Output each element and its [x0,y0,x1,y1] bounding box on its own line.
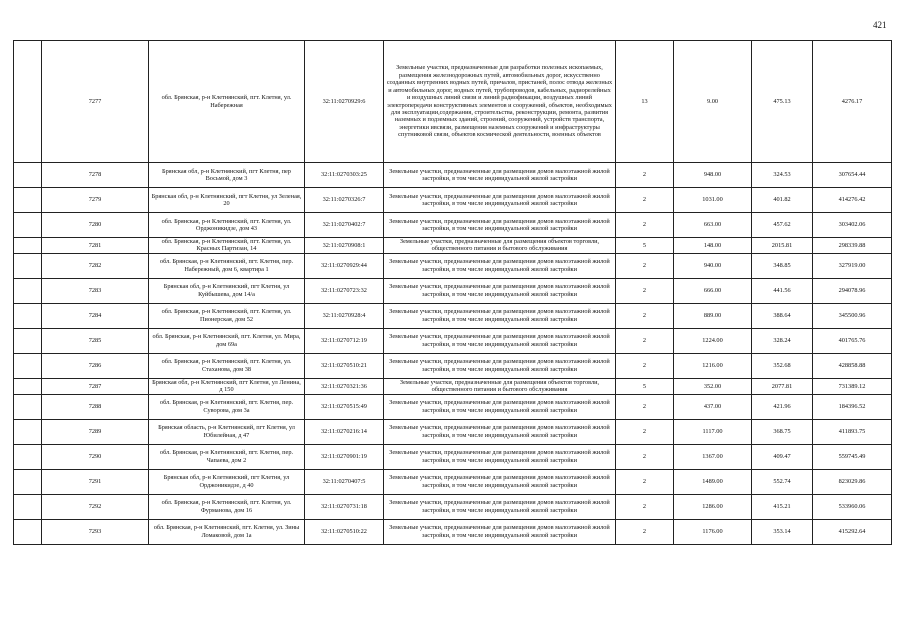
land-purpose-cell: Земельные участки, предназначенные для размещения домов малоэтажной жилой застройки, в том числе индивидуальной жилой застройки [384,353,616,378]
address-cell: обл. Брянская, р-н Клетнянский, пгт. Клетня, пер. Суворова, дом 3а [149,394,305,419]
group-number-cell: 2 [616,213,674,238]
row-number-cell: 7288 [42,394,149,419]
address-cell: обл. Брянская, р-н Клетнянский, пгт. Клетня, ул. Орджоникидзе, дом 43 [149,213,305,238]
cadastral-number-cell: 32:11:0270928:4 [305,303,384,328]
area-cell: 437.00 [674,394,752,419]
row-number-cell: 7293 [42,519,149,544]
cadastral-number-cell: 32:11:0270908:1 [305,238,384,254]
empty-cell [14,444,42,469]
cadastral-number-cell: 32:11:0270723:32 [305,278,384,303]
specific-value-cell: 457.62 [752,213,813,238]
cadastral-value-cell: 303402.06 [813,213,892,238]
address-cell: Брянская обл, р-н Клетнянский, пгт Клетня, ул Орджоникидзе, д 40 [149,469,305,494]
group-number-cell: 2 [616,163,674,188]
land-purpose-cell: Земельные участки, предназначенные для размещения домов малоэтажной жилой застройки, в том числе индивидуальной жилой застройки [384,494,616,519]
address-cell: обл. Брянская, р-н Клетнянский, пгт. Клетня, ул. Красных Партизан, 14 [149,238,305,254]
area-cell: 1176.00 [674,519,752,544]
land-purpose-cell: Земельные участки, предназначенные для размещения домов малоэтажной жилой застройки, в том числе индивидуальной жилой застройки [384,163,616,188]
area-cell: 666.00 [674,278,752,303]
cadastral-number-cell: 32:11:0270303:25 [305,163,384,188]
group-number-cell: 5 [616,238,674,254]
land-purpose-cell: Земельные участки, предназначенные для размещения домов малоэтажной жилой застройки, в том числе индивидуальной жилой застройки [384,328,616,353]
row-number-cell: 7286 [42,353,149,378]
specific-value-cell: 348.85 [752,253,813,278]
table-row [14,163,892,188]
row-number-cell: 7285 [42,328,149,353]
address-cell: Брянская обл, р-н Клетнянский, пгт Клетня, ул Куйбышева, дом 14/а [149,278,305,303]
cadastral-number-cell: 32:11:0270510:21 [305,353,384,378]
area-cell: 1031.00 [674,188,752,213]
land-purpose-cell: Земельные участки, предназначенные для размещения объектов торговли, общественного питания и бытового обслуживания [384,238,616,254]
cadastral-value-cell: 823029.86 [813,469,892,494]
cadastral-value-cell: 559745.49 [813,444,892,469]
specific-value-cell: 475.13 [752,41,813,163]
row-number-cell: 7289 [42,419,149,444]
cadastral-value-cell: 731389.12 [813,378,892,394]
cadastral-number-cell: 32:11:0270515:49 [305,394,384,419]
table-body [14,41,892,545]
group-number-cell: 5 [616,378,674,394]
group-number-cell: 2 [616,328,674,353]
area-cell: 1286.00 [674,494,752,519]
row-number-cell: 7281 [42,238,149,254]
address-cell: обл. Брянская, р-н Клетнянский, пгт. Клетня, ул. Стаханова, дом 38 [149,353,305,378]
empty-cell [14,238,42,254]
land-purpose-cell: Земельные участки, предназначенные для размещения домов малоэтажной жилой застройки, в том числе индивидуальной жилой застройки [384,278,616,303]
row-number-cell: 7284 [42,303,149,328]
cadastral-value-cell: 414276.42 [813,188,892,213]
cadastral-number-cell: 32:11:0270321:36 [305,378,384,394]
cadastral-number-cell: 32:11:0270402:7 [305,213,384,238]
specific-value-cell: 2015.81 [752,238,813,254]
address-cell: обл. Брянская, р-н Клетнянский, пгт. Клетня, ул. Зины Ломаковой, дом 1а [149,519,305,544]
group-number-cell: 2 [616,419,674,444]
empty-cell [14,163,42,188]
area-cell: 1117.00 [674,419,752,444]
specific-value-cell: 409.47 [752,444,813,469]
land-purpose-cell: Земельные участки, предназначенные для размещения домов малоэтажной жилой застройки, в том числе индивидуальной жилой застройки [384,444,616,469]
row-number-cell: 7283 [42,278,149,303]
empty-cell [14,519,42,544]
group-number-cell: 2 [616,303,674,328]
table-row [14,188,892,213]
empty-cell [14,213,42,238]
empty-cell [14,253,42,278]
cadastral-number-cell: 32:11:0270510:22 [305,519,384,544]
cadastral-number-cell: 32:11:0270929:44 [305,253,384,278]
empty-cell [14,278,42,303]
group-number-cell: 2 [616,278,674,303]
cadastral-value-cell: 411893.75 [813,419,892,444]
empty-cell [14,303,42,328]
empty-cell [14,494,42,519]
cadastral-value-cell: 533960.06 [813,494,892,519]
empty-cell [14,469,42,494]
table-row [14,213,892,238]
row-number-cell: 7277 [42,41,149,163]
area-cell: 889.00 [674,303,752,328]
specific-value-cell: 421.96 [752,394,813,419]
cadastral-number-cell: 32:11:0270929:6 [305,41,384,163]
address-cell: обл. Брянская, р-н Клетнянский, пгт. Клетня, пер. Набережный, дом 6, квартира 1 [149,253,305,278]
specific-value-cell: 368.75 [752,419,813,444]
cadastral-value-cell: 428858.88 [813,353,892,378]
cadastral-value-cell: 184396.52 [813,394,892,419]
address-cell: Брянская обл, р-н Клетнянский, пгт Клетня, ул Зеленая, 20 [149,188,305,213]
table-row [14,419,892,444]
table-row [14,394,892,419]
group-number-cell: 13 [616,41,674,163]
cadastral-number-cell: 32:11:0270712:19 [305,328,384,353]
row-number-cell: 7280 [42,213,149,238]
cadastral-value-cell: 294078.96 [813,278,892,303]
row-number-cell: 7290 [42,444,149,469]
address-cell: обл. Брянская, р-н Клетнянский, пгт. Клетня, ул. Фурманова, дом 16 [149,494,305,519]
land-purpose-cell: Земельные участки, предназначенные для размещения домов малоэтажной жилой застройки, в том числе индивидуальной жилой застройки [384,419,616,444]
cadastral-number-cell: 32:11:0270407:5 [305,469,384,494]
land-purpose-cell: Земельные участки, предназначенные для размещения домов малоэтажной жилой застройки, в том числе индивидуальной жилой застройки [384,213,616,238]
land-purpose-cell: Земельные участки, предназначенные для размещения домов малоэтажной жилой застройки, в том числе индивидуальной жилой застройки [384,469,616,494]
land-purpose-cell: Земельные участки, предназначенные для размещения объектов торговли, общественного питания и бытового обслуживания [384,378,616,394]
address-cell: обл. Брянская, р-н Клетнянский, пгт. Клетня, ул. Набережная [149,41,305,163]
row-number-cell: 7287 [42,378,149,394]
table-row [14,519,892,544]
row-number-cell: 7279 [42,188,149,213]
table-row [14,253,892,278]
cadastral-number-cell: 32:11:0270326:7 [305,188,384,213]
specific-value-cell: 352.68 [752,353,813,378]
land-purpose-cell: Земельные участки, предназначенные для размещения домов малоэтажной жилой застройки, в том числе индивидуальной жилой застройки [384,394,616,419]
area-cell: 663.00 [674,213,752,238]
group-number-cell: 2 [616,519,674,544]
cadastral-value-cell: 415292.64 [813,519,892,544]
table-row [14,303,892,328]
specific-value-cell: 324.53 [752,163,813,188]
land-purpose-cell: Земельные участки, предназначенные для размещения домов малоэтажной жилой застройки, в том числе индивидуальной жилой застройки [384,253,616,278]
area-cell: 1224.00 [674,328,752,353]
address-cell: Брянская обл, р-н Клетнянский, пгт Клетня, пер Восьмой, дом 3 [149,163,305,188]
empty-cell [14,378,42,394]
row-number-cell: 7292 [42,494,149,519]
specific-value-cell: 401.82 [752,188,813,213]
cadastral-value-cell: 307654.44 [813,163,892,188]
table-row [14,378,892,394]
area-cell: 1367.00 [674,444,752,469]
group-number-cell: 2 [616,188,674,213]
group-number-cell: 2 [616,353,674,378]
table-row [14,238,892,254]
table-row [14,469,892,494]
specific-value-cell: 2077.81 [752,378,813,394]
table-row [14,444,892,469]
area-cell: 9.00 [674,41,752,163]
cadastral-value-table [13,40,892,545]
empty-cell [14,419,42,444]
cadastral-value-cell: 327919.00 [813,253,892,278]
cadastral-value-cell: 298339.88 [813,238,892,254]
cadastral-number-cell: 32:11:0270901:19 [305,444,384,469]
empty-cell [14,188,42,213]
area-cell: 940.00 [674,253,752,278]
cadastral-number-cell: 32:11:0270731:18 [305,494,384,519]
area-cell: 1489.00 [674,469,752,494]
cadastral-number-cell: 32:11:0270216:14 [305,419,384,444]
cadastral-value-cell: 4276.17 [813,41,892,163]
area-cell: 148.00 [674,238,752,254]
specific-value-cell: 415.21 [752,494,813,519]
specific-value-cell: 328.24 [752,328,813,353]
land-purpose-cell: Земельные участки, предназначенные для размещения домов малоэтажной жилой застройки, в том числе индивидуальной жилой застройки [384,519,616,544]
specific-value-cell: 552.74 [752,469,813,494]
cadastral-value-cell: 401765.76 [813,328,892,353]
address-cell: обл. Брянская, р-н Клетнянский, пгт. Клетня, ул. Пионерская, дом 52 [149,303,305,328]
empty-cell [14,41,42,163]
area-cell: 352.00 [674,378,752,394]
row-number-cell: 7282 [42,253,149,278]
group-number-cell: 2 [616,394,674,419]
group-number-cell: 2 [616,469,674,494]
land-purpose-cell: Земельные участки, предназначенные для размещения домов малоэтажной жилой застройки, в том числе индивидуальной жилой застройки [384,188,616,213]
group-number-cell: 2 [616,253,674,278]
address-cell: Брянская обл, р-н Клетнянский, пгт Клетня, ул Ленина, д 150 [149,378,305,394]
table-row [14,494,892,519]
table-row [14,41,892,163]
table-row [14,353,892,378]
specific-value-cell: 441.56 [752,278,813,303]
row-number-cell: 7291 [42,469,149,494]
area-cell: 1216.00 [674,353,752,378]
empty-cell [14,394,42,419]
cadastral-value-cell: 345500.96 [813,303,892,328]
page-number: 421 [873,20,887,30]
land-purpose-cell: Земельные участки, предназначенные для разработки полезных ископаемых, размещения железнодорожных путей, автомобильных дорог, искусственно созданных внутренних водных путей, причалов, пристаней, полос отвода железных и автомобильных дорог, водных путей, трубопроводов, кабельных, радиорелейных и воздушных линий связи и линий радиофикации, воздушных линий электропередачи конструктивных элементов и сооружений, объектов, необходимых для эксплуатации,содержания, строительства, реконструкции, ремонта, развития наземных и подземных зданий, строений, сооружений, устройств транспорта, энергетики ивсвязи, размещения наземных сооружений и инфраструктуры спутниковой связи, объектов космической деятельности, военных объектов [384,41,616,163]
address-cell: Брянская область, р-н Клетнянский, пгт Клетня, ул Юбилейная, д 47 [149,419,305,444]
table-row [14,328,892,353]
specific-value-cell: 353.14 [752,519,813,544]
address-cell: обл. Брянская, р-н Клетнянский, пгт. Клетня, пер. Чапаева, дом 2 [149,444,305,469]
empty-cell [14,353,42,378]
specific-value-cell: 388.64 [752,303,813,328]
land-purpose-cell: Земельные участки, предназначенные для размещения домов малоэтажной жилой застройки, в том числе индивидуальной жилой застройки [384,303,616,328]
table-row [14,278,892,303]
area-cell: 948.00 [674,163,752,188]
row-number-cell: 7278 [42,163,149,188]
group-number-cell: 2 [616,444,674,469]
empty-cell [14,328,42,353]
address-cell: обл. Брянская, р-н Клетнянский, пгт. Клетня, ул. Мира, дом 69а [149,328,305,353]
group-number-cell: 2 [616,494,674,519]
